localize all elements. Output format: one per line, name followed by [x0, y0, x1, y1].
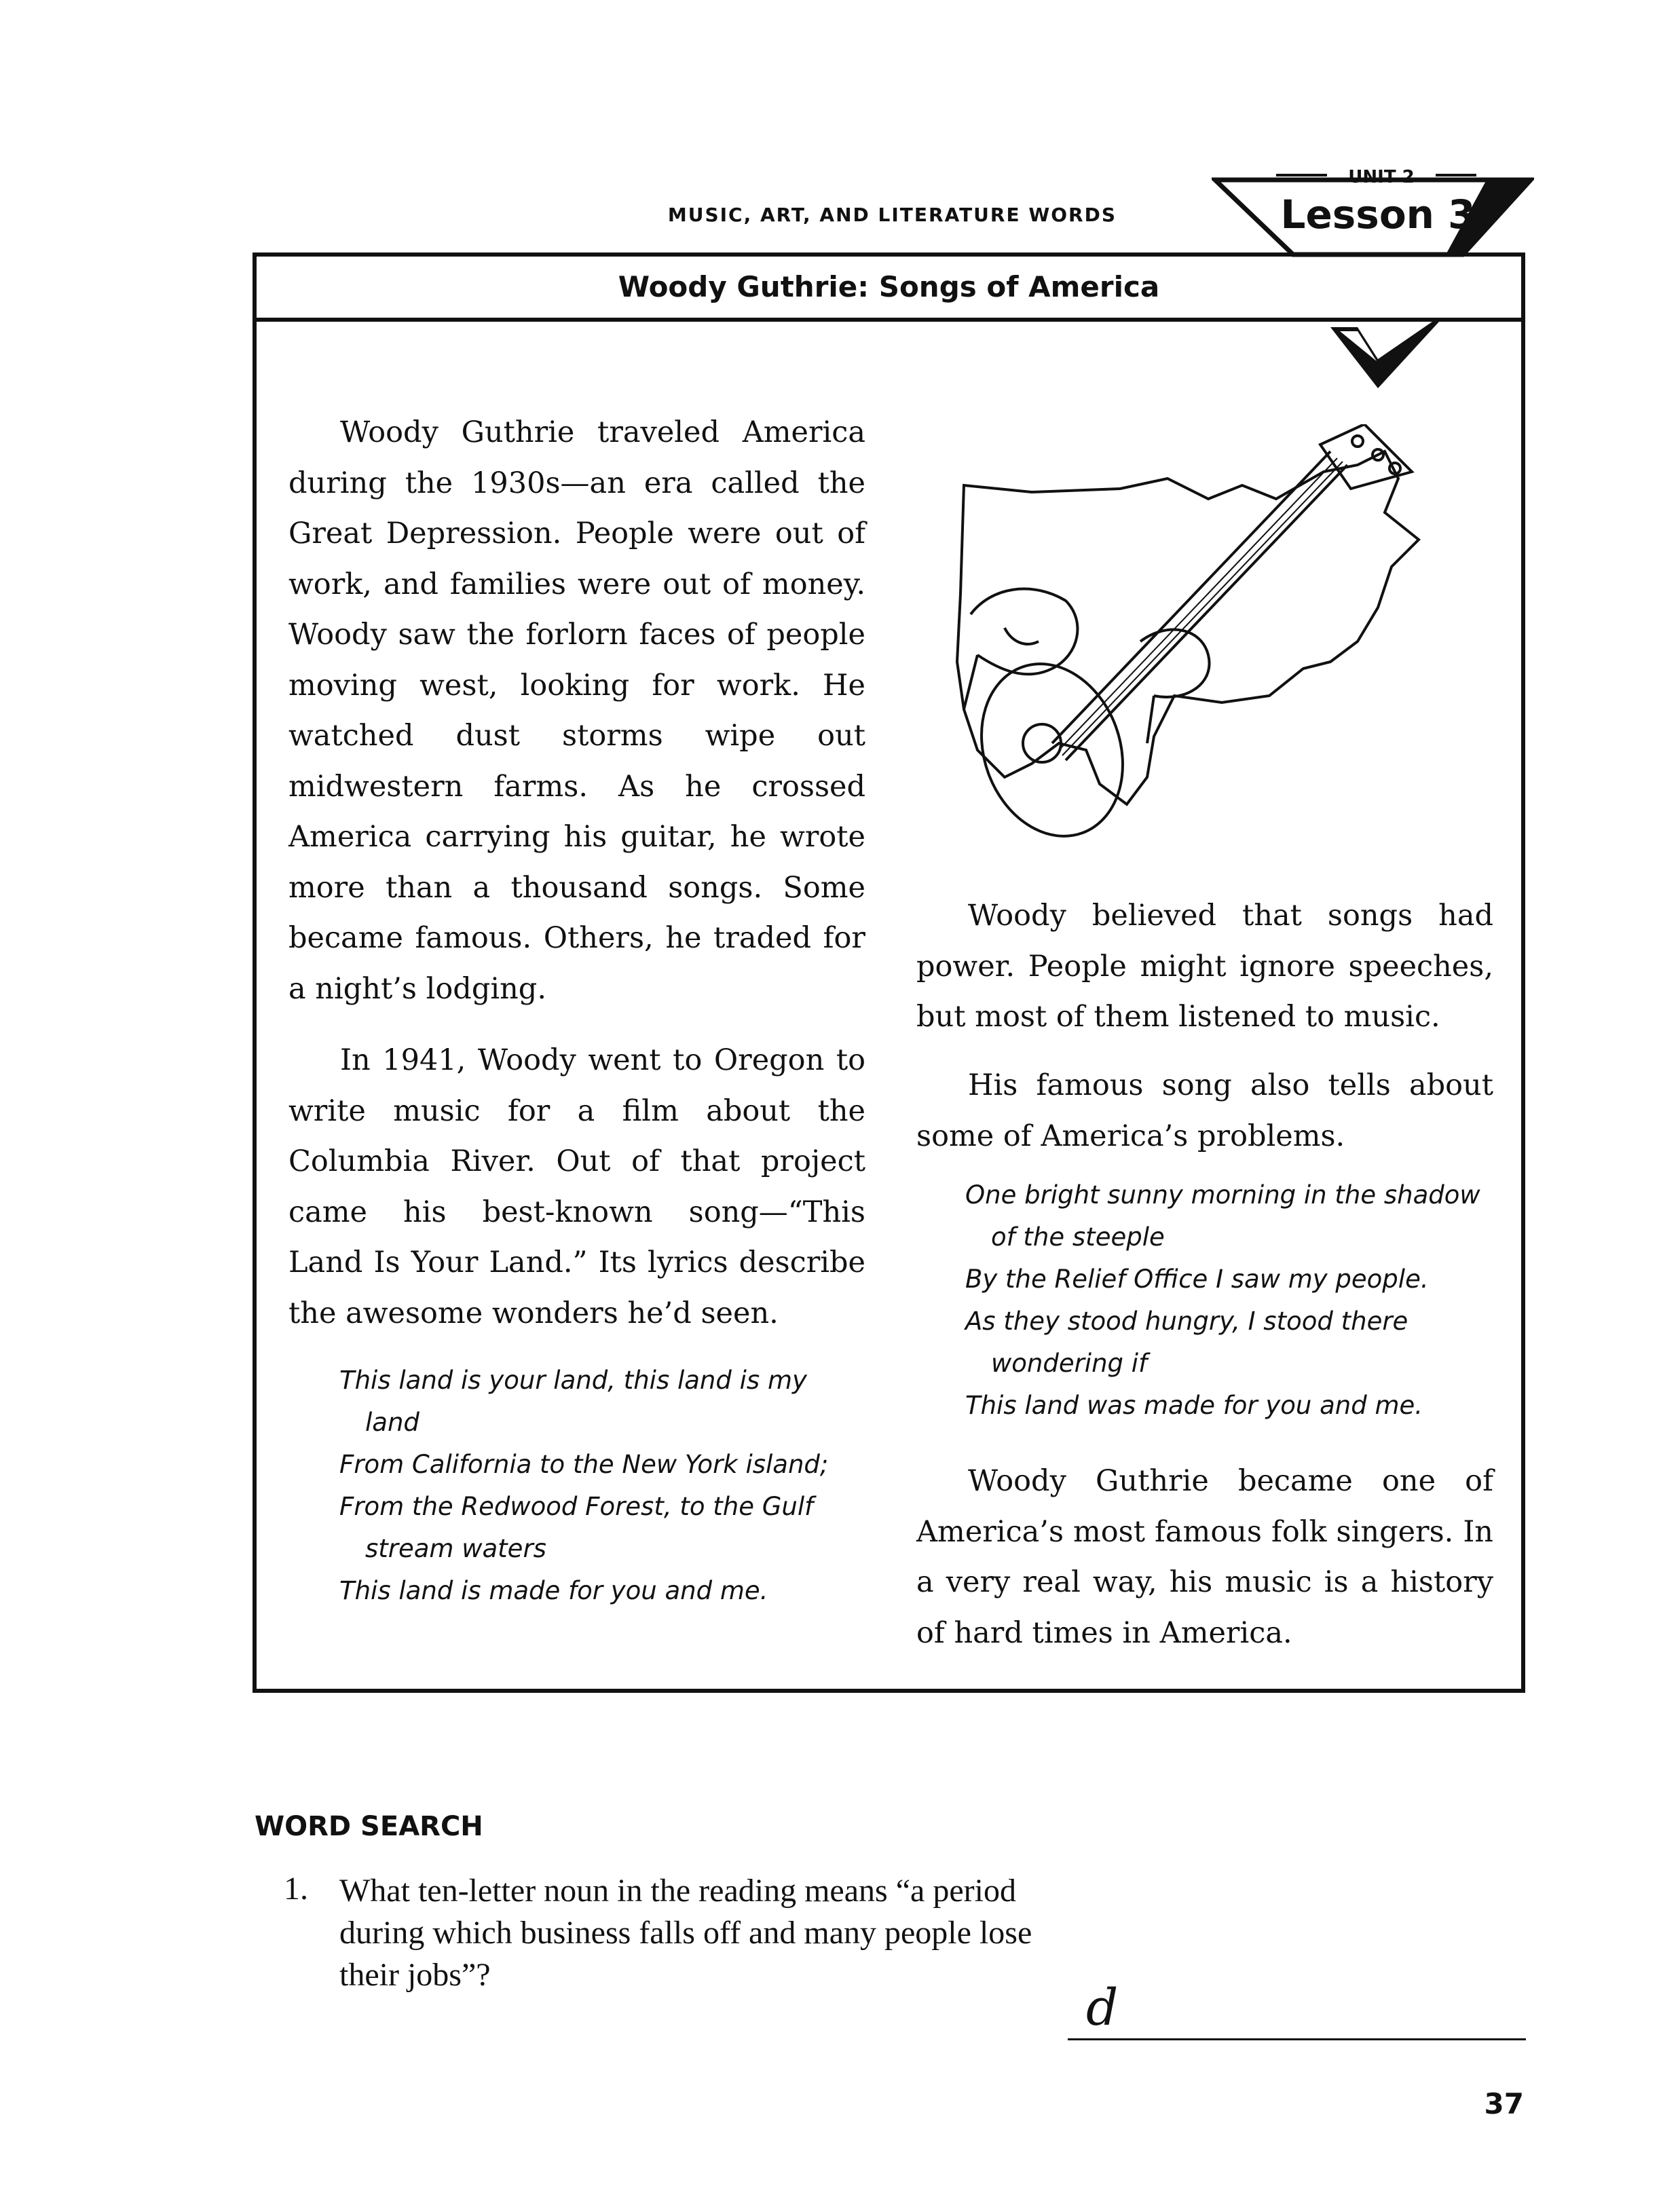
- answer-hint-letter: d: [1086, 1979, 1119, 2037]
- question-number: 1.: [284, 1871, 308, 1907]
- left-paragraph-1: Woody Guthrie traveled America during the 1930s—an era called the Great Depression. People were out of work, and families were out of money. Woody saw the forlorn faces of people moving west, looking for work. He watched dust storms wipe out midwestern farms. As he crossed America carrying his guitar, he wrote more than a thousand songs. Some became famous. Others, he traded for a night’s lodging.: [288, 415, 865, 1006]
- section-label: MUSIC, ART, AND LITERATURE WORDS: [667, 204, 1117, 226]
- right-lyrics: [965, 1174, 1495, 1427]
- answer-input-line[interactable]: [1068, 2038, 1526, 2040]
- unit-label: UNIT 2: [1348, 167, 1415, 187]
- left-lyrics: [339, 1360, 842, 1612]
- checkmark-icon: [1330, 322, 1439, 390]
- lyric-line: This land is your land, this land is my land: [339, 1366, 807, 1437]
- lyric-line: This land was made for you and me.: [965, 1391, 1423, 1420]
- lyric-line: As they stood hungry, I stood there wondering if: [965, 1307, 1408, 1378]
- question-text: What ten-letter noun in the reading means “a period during which business falls off and many people lose their jobs”?: [339, 1873, 1032, 1993]
- lyric-line: From California to the New York island;: [339, 1450, 829, 1479]
- word-search-heading: WORD SEARCH: [255, 1811, 483, 1842]
- lyric-line: One bright sunny morning in the shadow of the steeple: [965, 1180, 1480, 1252]
- article-title: Woody Guthrie: Songs of America: [618, 270, 1160, 303]
- guitar-player-illustration: [950, 424, 1425, 859]
- lyric-line: From the Redwood Forest, to the Gulf stream waters: [339, 1492, 814, 1563]
- right-paragraph-2: His famous song also tells about some of America’s problems.: [916, 1068, 1493, 1153]
- lyric-line: This land is made for you and me.: [339, 1576, 768, 1605]
- right-paragraph-1: Woody believed that songs had power. People might ignore speeches, but most of them listened to music.: [916, 899, 1493, 1034]
- left-paragraph-2: In 1941, Woody went to Oregon to write music for a film about the Columbia River. Out of that project came his best-known song—“This Land Is Your Land.” Its lyrics describe the awesome wonders he’d seen.: [288, 1043, 865, 1330]
- lyric-line: By the Relief Office I saw my people.: [965, 1265, 1429, 1294]
- page-number: 37: [1484, 2087, 1524, 2120]
- lesson-label: Lesson 3: [1280, 191, 1476, 238]
- right-paragraph-3: Woody Guthrie became one of America’s most famous folk singers. In a very real way, his music is a history of hard times in America.: [916, 1464, 1493, 1650]
